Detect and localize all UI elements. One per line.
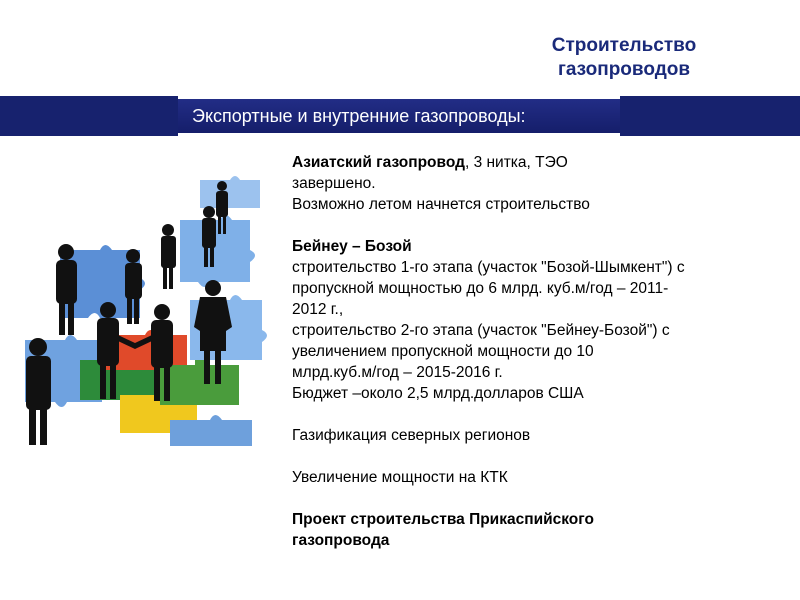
asian-pipeline-line-1: , 3 нитка, ТЭО [464, 154, 568, 171]
caspian-pipeline-block [292, 509, 782, 551]
content-body [292, 152, 782, 572]
business-people-puzzle-icon [10, 160, 280, 460]
beyneu-line-6: млрд.куб.м/год – 2015-2016 г. [292, 364, 503, 381]
beyneu-bozoy-heading: Бейнеу – Бозой [292, 238, 412, 255]
caspian-line-2: газопровода [292, 532, 390, 549]
section-banner [0, 96, 800, 136]
beyneu-line-4: строительство 2-го этапа (участок "Бейнеу-Бозой") с [292, 322, 670, 339]
banner-text: Экспортные и внутренние газопроводы: [192, 106, 526, 126]
title-line-1: Строительство [551, 35, 697, 56]
asian-pipeline-block [292, 152, 782, 215]
beyneu-line-1: строительство 1-го этапа (участок "Бозой-Шымкент") с [292, 259, 685, 276]
caspian-line-1: Проект строительства Прикаспийского [292, 511, 594, 528]
gasification-item: Газификация северных регионов [292, 427, 531, 444]
beyneu-line-2: пропускной мощностью до 6 млрд. куб.м/год – 2011- [292, 280, 669, 297]
beyneu-line-3: 2012 г., [292, 301, 344, 318]
ktk-item: Увеличение мощности на КТК [292, 469, 508, 486]
beyneu-line-5: увеличением пропускной мощности до 10 [292, 343, 594, 360]
title-line-2: газопроводов [557, 59, 691, 80]
beyneu-line-7: Бюджет –около 2,5 млрд.долларов США [292, 385, 584, 402]
page-title [504, 34, 744, 82]
asian-pipeline-heading: Азиатский газопровод [292, 154, 465, 171]
beyneu-bozoy-block [292, 236, 782, 404]
asian-pipeline-line-2: завершено. [292, 175, 376, 192]
asian-pipeline-line-3: Возможно летом начнется строительство [292, 196, 590, 213]
